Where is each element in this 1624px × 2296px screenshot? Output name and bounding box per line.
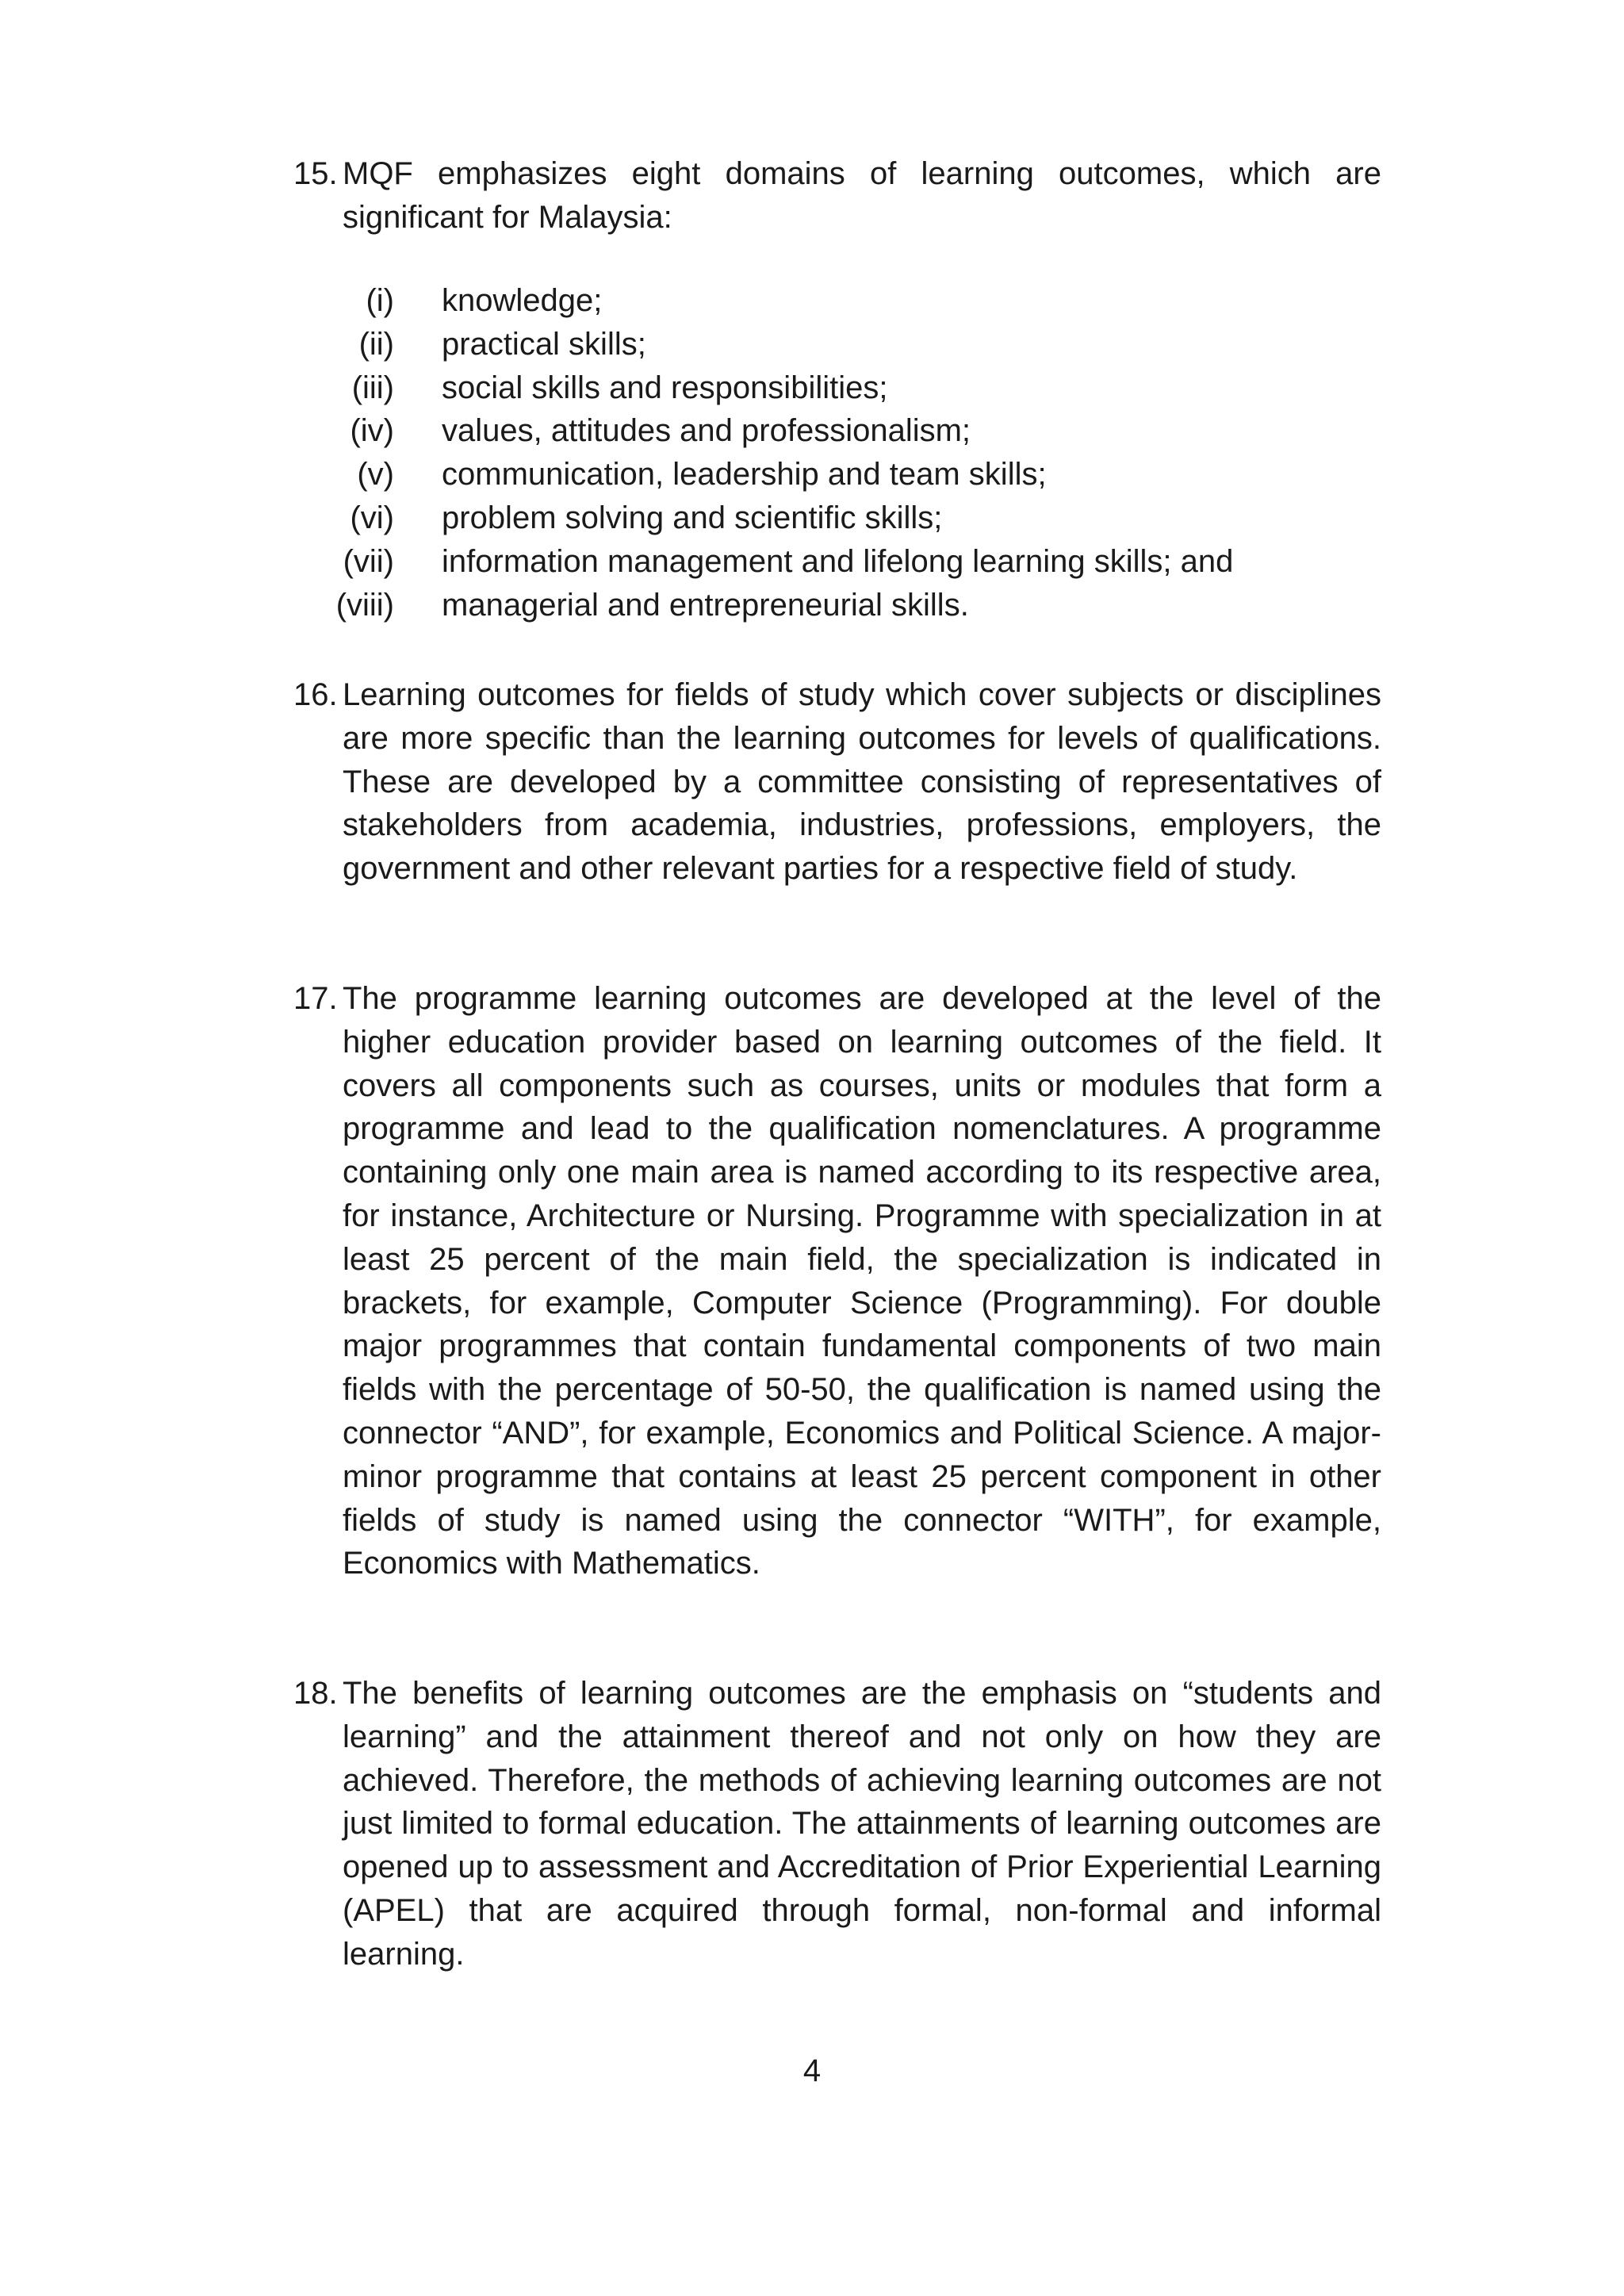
list-text: practical skills; [442,326,646,362]
paragraph-17 [293,977,1381,1585]
list-text: knowledge; [442,283,603,318]
list-numeral: (vii) [343,543,394,579]
page-number: 4 [802,2053,822,2088]
paragraph-text: MQF emphasizes eight domains of learning outcomes, which are significant for Malaysia: [343,156,1381,235]
paragraph-number: 18. [293,1676,338,1711]
list-text: problem solving and scientific skills; [442,500,943,535]
list-item [293,453,1381,496]
list-text: communication, leadership and team skills; [442,457,1047,493]
learning-domains-list [293,279,1381,627]
list-item [293,540,1381,584]
paragraph-16 [293,673,1381,891]
list-item [293,496,1381,540]
paragraph-15 [293,152,1381,240]
list-numeral: (iii) [351,370,394,405]
list-text: social skills and responsibilities; [442,370,888,405]
list-numeral: (vi) [350,500,394,535]
list-numeral: (i) [366,283,394,318]
list-item [293,366,1381,410]
paragraph-number: 15. [293,156,338,191]
list-text: information management and lifelong learning skills; and [442,543,1234,579]
list-text: managerial and entrepreneurial skills. [442,587,969,623]
list-text: values, attitudes and professionalism; [442,413,971,449]
paragraph-text: Learning outcomes for fields of study which cover subjects or disciplines are more specific than the learning outcomes for levels of qualifications. These are developed by a committee consisting of representatives of stakeholders from academia, industries, professions, employers, the government and other relevant parties for a respective field of study. [343,677,1381,887]
paragraph-text: The programme learning outcomes are developed at the level of the higher education provider based on learning outcomes of the field. It covers all components such as courses, units or modules that form a programme and lead to the qualification nomenclatures. A programme containing only one main area is named according to its respective area, for instance, Architecture or Nursing. Programme with specialization in at least 25 percent of the main field, the specialization is indicated in brackets, for example, Computer Science (Programming). For double major programmes that contain fundamental components of two main fields with the percentage of 50-50, the qualification is named using the connector “AND”, for example, Economics and Political Science. A major-minor programme that contains at least 25 percent component in other fields of study is named using the connector “WITH”, for example, Economics with Mathematics. [343,981,1381,1581]
paragraph-18 [293,1672,1381,1976]
list-numeral: (v) [357,457,394,493]
list-item [293,409,1381,453]
list-numeral: (iv) [350,413,394,449]
paragraph-text: The benefits of learning outcomes are the emphasis on “students and learning” and the attainment thereof and not only on how they are achieved. Therefore, the methods of achieving learning outcomes are not just limited to formal education. The attainments of learning outcomes are opened up to assessment and Accreditation of Prior Experiential Learning (APEL) that are acquired through formal, non-formal and informal learning. [343,1676,1381,1972]
list-item [293,279,1381,323]
paragraph-number: 17. [293,981,338,1016]
paragraph-number: 16. [293,677,338,712]
list-item [293,584,1381,627]
list-numeral: (ii) [358,326,394,362]
list-numeral: (viii) [335,587,394,623]
list-item [293,323,1381,366]
